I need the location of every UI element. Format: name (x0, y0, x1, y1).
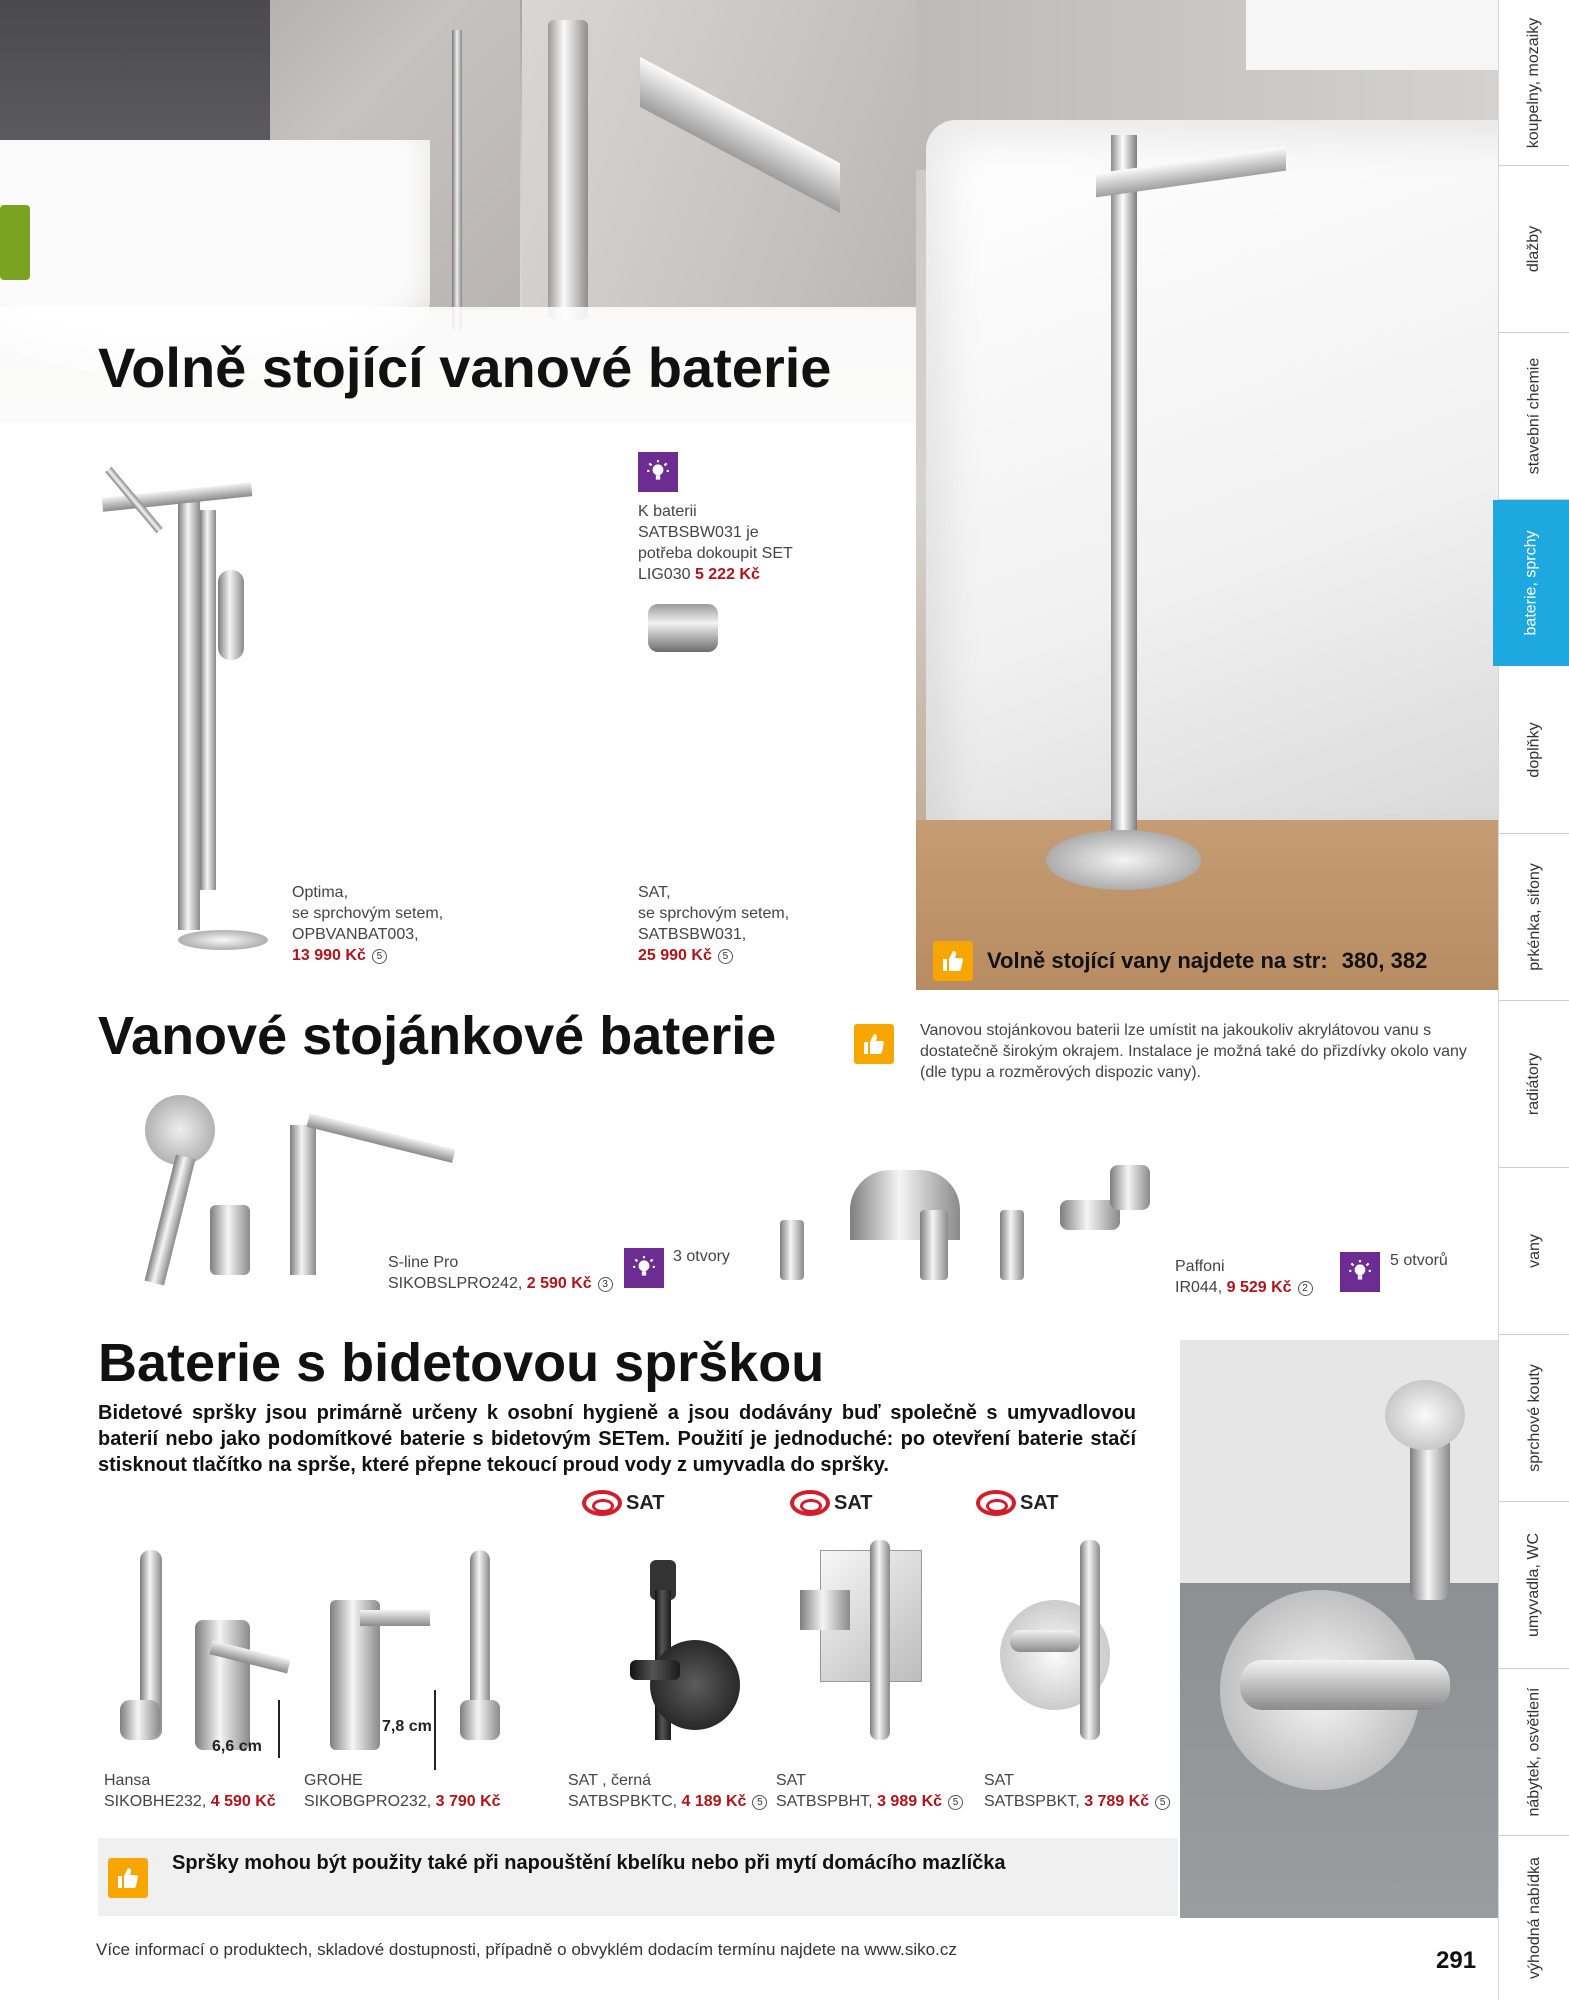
product-code: SATBSPBKTC, (568, 1793, 678, 1810)
lightbulb-icon (638, 452, 678, 492)
product-name: Paffoni (1175, 1258, 1225, 1275)
product-price: 3 790 Kč (435, 1793, 501, 1810)
photo-note (933, 936, 1483, 986)
product-caption-sat-square (776, 1770, 963, 1812)
set-tip-line: SATBSBW031 je (638, 524, 759, 541)
tab-label: dlažby (1525, 225, 1543, 273)
section-title-deck: Vanové stojánkové baterie (98, 1006, 777, 1066)
tab-umyvadla-wc[interactable] (1499, 1502, 1569, 1669)
product-name: SAT, (638, 884, 671, 901)
bidet-note-text: Spršky mohou být použity také při napouštění kbelíku nebo při mytí domácího mazlíčka (172, 1852, 1006, 1874)
product-name: SAT (984, 1772, 1014, 1789)
tab-koupelny[interactable] (1499, 0, 1569, 166)
product-code: IR044, (1175, 1279, 1223, 1296)
dimension-arrow (434, 1690, 436, 1770)
product-price: 9 529 Kč (1226, 1279, 1292, 1296)
photo-note-label: Volně stojící vany najdete na str: (987, 948, 1328, 973)
tab-nabytek-osvetleni[interactable] (1499, 1669, 1569, 1836)
tab-label: sprchové kouty (1525, 1364, 1543, 1472)
lightbulb-icon (624, 1248, 664, 1288)
product-desc: se sprchovým setem, (292, 905, 444, 922)
tab-prkenka-sifony[interactable] (1499, 834, 1569, 1001)
sat-brand-logo (790, 1490, 873, 1516)
brand-name: SAT (626, 1491, 665, 1514)
product-name: S-line Pro (388, 1254, 459, 1271)
page-number: 291 (1436, 1947, 1477, 1974)
delivery-badge: 5 (718, 949, 733, 964)
product-code: SATBSBW031, (638, 926, 747, 943)
product-caption-sline-pro (388, 1252, 638, 1294)
product-price: 3 989 Kč (877, 1793, 943, 1810)
set-lig030-image (648, 604, 718, 652)
product-name: SAT (776, 1772, 806, 1789)
holes-count: 5 otvorů (1390, 1252, 1448, 1269)
thumbs-up-icon (933, 941, 973, 981)
set-tip-line: potřeba dokoupit SET (638, 545, 793, 562)
tab-label: prkénka, sifony (1525, 863, 1543, 971)
product-code: SIKOBHE232, (104, 1793, 207, 1810)
tab-baterie-sprchy[interactable] (1493, 500, 1569, 666)
tab-label: baterie, sprchy (1522, 530, 1540, 636)
product-image-paffoni (760, 1150, 1170, 1290)
footer-text: Více informací o produktech, skladové dostupnosti, případně o obvyklém dodacím termínu najdete na www.siko.cz (96, 1940, 957, 1959)
bidet-intro-text: Bidetové spršky jsou primárně určeny k osobní hygieně a jsou dodávány buď společně s umyvadlovou baterií nebo jako podomítkové baterie s bidetovým SETem. Použití je jednoduché: po otevření baterie stačí stisknout tlačítko na sprše, které přepne tekoucí proud vody z umyvadla do spršky. (98, 1402, 1136, 1476)
tab-vany[interactable] (1499, 1168, 1569, 1335)
dimension-label: 7,8 cm (382, 1718, 432, 1735)
product-caption-sat-round (984, 1770, 1170, 1812)
product-code: SIKOBSLPRO242, (388, 1275, 523, 1292)
tab-dlazby[interactable] (1499, 166, 1569, 333)
brand-name: SAT (1020, 1491, 1059, 1514)
lightbulb-icon (1340, 1252, 1380, 1292)
product-price: 3 789 Kč (1084, 1793, 1150, 1810)
tab-label: výhodná nabídka (1525, 1857, 1543, 1979)
bathtub-photo (916, 0, 1498, 990)
tab-sprchove-kouty[interactable] (1499, 1335, 1569, 1502)
sat-brand-logo (976, 1490, 1059, 1516)
tab-label: koupelny, mozaiky (1525, 17, 1543, 148)
product-caption-hansa (104, 1770, 276, 1812)
product-code: SATBSPBHT, (776, 1793, 873, 1810)
product-image-optima (100, 450, 280, 970)
holes-count: 3 otvory (673, 1248, 730, 1265)
bidet-note (98, 1838, 1178, 1916)
product-image-sat-black (610, 1530, 760, 1770)
delivery-badge: 5 (1155, 1795, 1170, 1810)
product-price: 2 590 Kč (526, 1275, 592, 1292)
category-sidebar (1498, 0, 1569, 2000)
section-title-bidet: Baterie s bidetovou sprškou (98, 1333, 825, 1393)
dimension-label: 6,6 cm (212, 1738, 262, 1755)
tab-label: radiátory (1525, 1052, 1543, 1116)
delivery-badge: 2 (1298, 1281, 1313, 1296)
thumbs-up-icon (854, 1024, 894, 1064)
tab-label: umyvadla, WC (1525, 1532, 1543, 1638)
set-tip-line: K baterii (638, 503, 697, 520)
delivery-badge: 5 (948, 1795, 963, 1810)
tab-label: stavební chemie (1525, 357, 1543, 475)
product-code: OPBVANBAT003, (292, 926, 419, 943)
delivery-badge: 3 (598, 1277, 613, 1292)
product-name: GROHE (304, 1772, 363, 1789)
tab-label: nábytek, osvětlení (1525, 1687, 1543, 1817)
tab-vyhodna-nabidka[interactable] (1499, 1836, 1569, 2000)
tab-radiatory[interactable] (1499, 1001, 1569, 1168)
delivery-badge: 5 (752, 1795, 767, 1810)
dimension-arrow (278, 1700, 280, 1758)
product-caption-sat-black (568, 1770, 767, 1812)
brand-name: SAT (834, 1491, 873, 1514)
product-caption-sat (638, 882, 878, 966)
set-tip-price: 5 222 Kč (694, 566, 760, 583)
product-image-sat-round (990, 1530, 1140, 1770)
product-price: 13 990 Kč (292, 947, 366, 964)
product-code: SIKOBGPRO232, (304, 1793, 432, 1810)
tab-doplnky[interactable] (1499, 667, 1569, 834)
product-price: 4 189 Kč (681, 1793, 747, 1810)
product-name: SAT , černá (568, 1772, 651, 1789)
product-name: Optima, (292, 884, 349, 901)
product-price: 4 590 Kč (210, 1793, 276, 1810)
product-caption-optima (292, 882, 532, 966)
photo-note-pages: 380, 382 (1341, 948, 1428, 973)
thumbs-up-icon (108, 1858, 148, 1898)
bidet-shower-photo (1180, 1340, 1498, 1918)
product-image-sat-square (790, 1530, 940, 1770)
product-desc: se sprchovým setem, (638, 905, 790, 922)
sat-brand-logo (582, 1490, 665, 1516)
tab-stavebni-chemie[interactable] (1499, 333, 1569, 500)
section-title-freestanding: Volně stojící vanové baterie (98, 336, 832, 399)
product-price: 25 990 Kč (638, 947, 712, 964)
product-caption-grohe (304, 1770, 501, 1812)
delivery-badge: 5 (372, 949, 387, 964)
product-name: Hansa (104, 1772, 151, 1789)
product-code: SATBSPBKT, (984, 1793, 1080, 1810)
tab-label: doplňky (1525, 722, 1543, 778)
tab-label: vany (1525, 1234, 1543, 1268)
set-tip (638, 501, 858, 585)
set-tip-code: LIG030 (638, 566, 691, 583)
deck-info-text: Vanovou stojánkovou baterii lze umístit na jakoukoliv akrylátovou vanu s dostatečně širokým okrajem. Instalace je možná také do přizdívky okolo vany (dle typu a rozměrových dispozic vany). (920, 1022, 1467, 1081)
product-image-hansa (100, 1540, 300, 1770)
